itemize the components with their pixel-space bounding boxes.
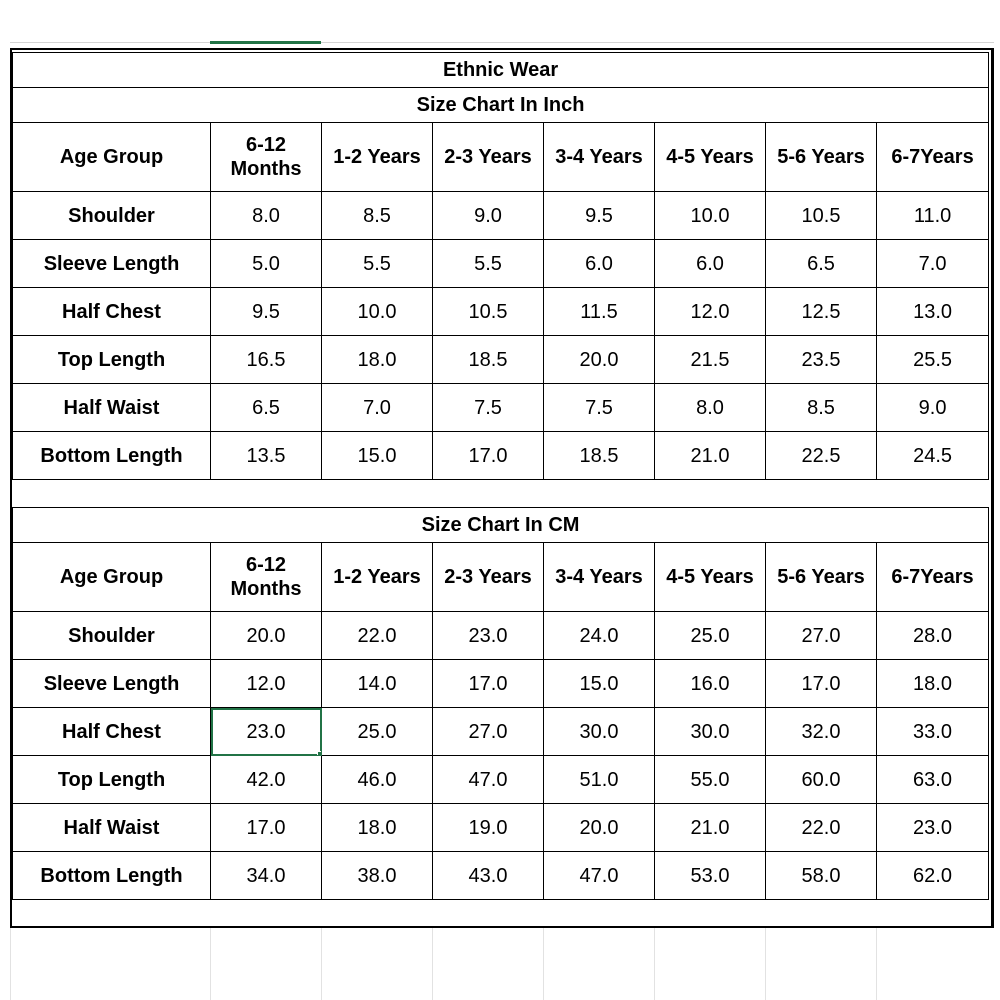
gridline <box>10 928 11 1000</box>
data-cell[interactable]: 21.5 <box>655 336 766 384</box>
data-cell[interactable]: 18.0 <box>877 660 989 708</box>
data-cell[interactable]: 16.5 <box>211 336 322 384</box>
data-cell[interactable]: 9.0 <box>433 192 544 240</box>
data-cell[interactable]: 62.0 <box>877 852 989 900</box>
column-header[interactable]: 6-12 Months <box>211 123 322 192</box>
column-header[interactable]: 3-4 Years <box>544 123 655 192</box>
column-header[interactable]: 3-4 Years <box>544 543 655 612</box>
data-cell[interactable]: 53.0 <box>655 852 766 900</box>
row-label[interactable]: Sleeve Length <box>13 660 211 708</box>
data-cell[interactable]: 17.0 <box>211 804 322 852</box>
data-cell[interactable]: 7.5 <box>433 384 544 432</box>
data-cell[interactable]: 21.0 <box>655 432 766 480</box>
table-row <box>13 336 989 384</box>
data-cell[interactable]: 20.0 <box>544 804 655 852</box>
selected-cell[interactable]: 23.0 <box>211 708 322 756</box>
table-row <box>13 384 989 432</box>
data-cell[interactable]: 18.0 <box>322 336 433 384</box>
data-cell[interactable]: 47.0 <box>544 852 655 900</box>
data-cell[interactable]: 9.5 <box>544 192 655 240</box>
gridline <box>876 928 877 1000</box>
data-cell[interactable]: 12.0 <box>211 660 322 708</box>
sheet-title[interactable]: Ethnic Wear <box>13 53 989 88</box>
table-row <box>13 852 989 900</box>
row-label[interactable]: Half Waist <box>13 384 211 432</box>
column-header[interactable]: 6-7Years <box>877 543 989 612</box>
data-cell[interactable]: 30.0 <box>544 708 655 756</box>
data-cell[interactable]: 43.0 <box>433 852 544 900</box>
data-cell[interactable]: 13.0 <box>877 288 989 336</box>
data-cell[interactable]: 16.0 <box>655 660 766 708</box>
sheet-top-gridline <box>10 42 994 43</box>
column-header[interactable]: 2-3 Years <box>433 543 544 612</box>
data-cell[interactable]: 30.0 <box>655 708 766 756</box>
data-cell[interactable]: 47.0 <box>433 756 544 804</box>
column-header[interactable]: 5-6 Years <box>766 123 877 192</box>
table-row <box>13 240 989 288</box>
data-cell[interactable]: 32.0 <box>766 708 877 756</box>
data-cell[interactable]: 5.0 <box>211 240 322 288</box>
data-cell[interactable]: 25.5 <box>877 336 989 384</box>
data-cell[interactable]: 7.0 <box>877 240 989 288</box>
data-cell[interactable]: 24.5 <box>877 432 989 480</box>
table-row <box>13 660 989 708</box>
data-cell[interactable]: 6.0 <box>655 240 766 288</box>
row-label[interactable]: Bottom Length <box>13 432 211 480</box>
data-cell[interactable]: 28.0 <box>877 612 989 660</box>
data-cell[interactable]: 8.5 <box>766 384 877 432</box>
fill-handle[interactable] <box>317 751 322 756</box>
age-group-header[interactable]: Age Group <box>13 543 211 612</box>
data-cell[interactable]: 6.0 <box>544 240 655 288</box>
data-cell[interactable]: 17.0 <box>433 660 544 708</box>
data-cell[interactable]: 46.0 <box>322 756 433 804</box>
data-cell[interactable]: 34.0 <box>211 852 322 900</box>
table-row <box>13 708 989 756</box>
inch-size-table <box>12 52 989 480</box>
age-group-header[interactable]: Age Group <box>13 123 211 192</box>
data-cell[interactable]: 9.0 <box>877 384 989 432</box>
data-cell[interactable]: 8.0 <box>211 192 322 240</box>
row-label[interactable]: Half Chest <box>13 708 211 756</box>
row-label[interactable]: Shoulder <box>13 192 211 240</box>
data-cell[interactable]: 60.0 <box>766 756 877 804</box>
gridline <box>321 928 322 1000</box>
data-cell[interactable]: 27.0 <box>766 612 877 660</box>
data-cell[interactable]: 63.0 <box>877 756 989 804</box>
row-label[interactable]: Top Length <box>13 336 211 384</box>
column-header[interactable]: 1-2 Years <box>322 123 433 192</box>
column-header[interactable]: 4-5 Years <box>655 123 766 192</box>
data-cell[interactable]: 38.0 <box>322 852 433 900</box>
data-cell[interactable]: 20.0 <box>211 612 322 660</box>
data-cell[interactable]: 15.0 <box>544 660 655 708</box>
data-cell[interactable]: 25.0 <box>322 708 433 756</box>
data-cell[interactable]: 18.0 <box>322 804 433 852</box>
column-header[interactable]: 5-6 Years <box>766 543 877 612</box>
data-cell[interactable]: 42.0 <box>211 756 322 804</box>
data-cell[interactable]: 19.0 <box>433 804 544 852</box>
data-cell[interactable]: 23.0 <box>433 612 544 660</box>
data-cell[interactable]: 9.5 <box>211 288 322 336</box>
data-cell[interactable]: 6.5 <box>766 240 877 288</box>
data-cell[interactable]: 18.5 <box>544 432 655 480</box>
data-cell[interactable]: 24.0 <box>544 612 655 660</box>
column-header[interactable]: 2-3 Years <box>433 123 544 192</box>
gridline <box>543 928 544 1000</box>
data-cell[interactable]: 7.5 <box>544 384 655 432</box>
gridline <box>432 928 433 1000</box>
row-label[interactable]: Sleeve Length <box>13 240 211 288</box>
data-cell[interactable]: 22.0 <box>322 612 433 660</box>
data-cell[interactable]: 23.0 <box>877 804 989 852</box>
data-cell[interactable]: 10.0 <box>655 192 766 240</box>
table-row <box>13 432 989 480</box>
table-row <box>13 288 989 336</box>
data-cell[interactable]: 58.0 <box>766 852 877 900</box>
row-label[interactable]: Bottom Length <box>13 852 211 900</box>
data-cell[interactable]: 18.5 <box>433 336 544 384</box>
data-cell[interactable]: 33.0 <box>877 708 989 756</box>
data-cell[interactable]: 51.0 <box>544 756 655 804</box>
row-label[interactable]: Half Chest <box>13 288 211 336</box>
data-cell[interactable]: 22.5 <box>766 432 877 480</box>
selected-column-indicator <box>210 41 321 44</box>
data-cell[interactable]: 11.5 <box>544 288 655 336</box>
cm-table-title[interactable]: Size Chart In CM <box>13 508 989 543</box>
sheet-right-border <box>991 48 994 928</box>
data-cell[interactable]: 8.5 <box>322 192 433 240</box>
row-label[interactable]: Half Waist <box>13 804 211 852</box>
data-cell[interactable]: 12.0 <box>655 288 766 336</box>
column-header[interactable]: 6-7Years <box>877 123 989 192</box>
cm-size-table <box>12 507 989 900</box>
data-cell[interactable]: 7.0 <box>322 384 433 432</box>
data-cell[interactable]: 27.0 <box>433 708 544 756</box>
data-cell[interactable]: 20.0 <box>544 336 655 384</box>
table-row <box>13 804 989 852</box>
data-cell[interactable]: 23.5 <box>766 336 877 384</box>
data-cell[interactable]: 21.0 <box>655 804 766 852</box>
data-cell[interactable]: 12.5 <box>766 288 877 336</box>
data-cell[interactable]: 10.5 <box>433 288 544 336</box>
data-cell[interactable]: 10.5 <box>766 192 877 240</box>
row-label[interactable]: Shoulder <box>13 612 211 660</box>
data-cell[interactable]: 22.0 <box>766 804 877 852</box>
column-header[interactable]: 1-2 Years <box>322 543 433 612</box>
data-cell[interactable]: 11.0 <box>877 192 989 240</box>
table-row <box>13 612 989 660</box>
gridline <box>765 928 766 1000</box>
gridline <box>210 928 211 1000</box>
gridline <box>654 928 655 1000</box>
data-cell[interactable]: 5.5 <box>433 240 544 288</box>
data-cell[interactable]: 5.5 <box>322 240 433 288</box>
column-header[interactable]: 4-5 Years <box>655 543 766 612</box>
data-cell[interactable]: 14.0 <box>322 660 433 708</box>
table-row <box>13 756 989 804</box>
inch-table-title[interactable]: Size Chart In Inch <box>13 88 989 123</box>
data-cell[interactable]: 17.0 <box>766 660 877 708</box>
data-cell[interactable]: 8.0 <box>655 384 766 432</box>
table-row <box>13 192 989 240</box>
data-cell[interactable]: 25.0 <box>655 612 766 660</box>
data-cell[interactable]: 55.0 <box>655 756 766 804</box>
data-cell[interactable]: 13.5 <box>211 432 322 480</box>
row-label[interactable]: Top Length <box>13 756 211 804</box>
data-cell[interactable]: 17.0 <box>433 432 544 480</box>
column-header[interactable]: 6-12 Months <box>211 543 322 612</box>
data-cell[interactable]: 10.0 <box>322 288 433 336</box>
data-cell[interactable]: 6.5 <box>211 384 322 432</box>
data-cell[interactable]: 15.0 <box>322 432 433 480</box>
